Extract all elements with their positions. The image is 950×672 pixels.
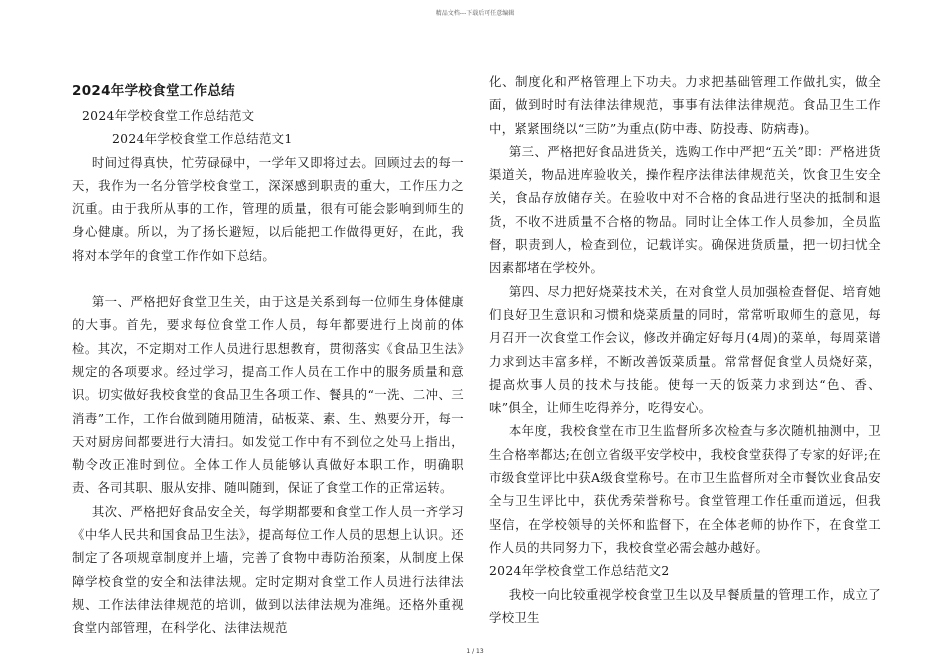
paragraph-management: 化、制度化和严格管理上下功夫。力求把基础管理工作做扎实，做全面，做到时时有法律法律规范，事事有法律法律规范。食品卫生工作中，紧紧围绕以“三防”为重点(防中毒、防投毒、防病毒)。: [489, 74, 881, 136]
page-number: 1 / 13: [466, 648, 484, 655]
subtitle-2: 2024年学校食堂工作总结范文1: [112, 131, 293, 147]
subtitle: 2024年学校食堂工作总结范文: [82, 108, 255, 123]
paragraph-hygiene: 第一、严格把好食堂卫生关，由于这是关系到每一位师生身体健康的大事。首先，要求每位食堂工作人员，每年都要进行上岗前的体检。其次，不定期对工作人员进行思想教育，贯彻落实《食品卫生法》规定的各项要求。经过学习，提高工作人员在工作中的服务质量和意识。切实做好我校食堂的食品卫生各项工作、餐具的“一洗、二冲、三消毒”工作，工作台做到随用随清，砧板菜、素、生、熟要分开，每一天对厨房间都要进行大清扫。如发觉工作中有不到位之处马上指出，勒令改正准时到位。全体工作人员能够认真做好本职工作，明确职责、各司其职、服从安排、随叫随到，保证了食堂工作的正常运转。: [72, 294, 464, 496]
right-column: [489, 70, 881, 629]
paragraph-sample-2: 我校一向比较重视学校食堂卫生以及早餐质量的管理工作，成立了学校卫生: [489, 586, 881, 625]
paragraph-intro: 时间过得真快，忙劳碌碌中，一学年又即将过去。回顾过去的每一天，我作为一名分管学校食堂工，深深感到职责的重大，工作压力之沉重。由于我所从事的工作，管理的质量，很有可能会影响到师生的身心健康。所以，为了扬长避短，以后能把工作做得更好，在此，我将对本学年的食堂工作作如下总结。: [72, 154, 464, 263]
paragraph-purchasing: 第三、严格把好食品进货关，选购工作中严把“五关”即：严格进货渠道关，物品进库验收关，操作程序法律法律规范关，饮食卫生安全关，食品存放储存关。在验收中对不合格的食品进行坚决的抵制和退货，不收不进质量不合格的物品。同时让全体工作人员参加，全员监督，职责到人，检查到位，记载详实。确保进货质量，把一切扫忧全因素都堵在学校外。: [489, 143, 881, 276]
paragraph-cooking: 第四、尽力把好烧菜技术关，在对食堂人员加强检查督促、培育她们良好卫生意识和习惯和烧菜质量的同时，常常听取师生的意见，每月召开一次食堂工作会议，修改并确定好每月(4周)的菜单，每周菜谱力求到达丰富多样，不断改善饭菜质量。常常督促食堂人员烧好菜，提高炊事人员的技术与技能。使每一天的饭菜力求到达“色、香、味”俱全，让师生吃得养分，吃得安心。: [489, 283, 881, 416]
paragraph-gap: [72, 267, 464, 290]
subtitle-sample-2: 2024年学校食堂工作总结范文2: [489, 563, 670, 579]
page-header: 精品文档---下载后可任意编辑: [435, 10, 515, 17]
paragraph-safety: 其次、严格把好食品安全关，每学期都要和食堂工作人员一齐学习《中华人民共和国食品卫生法》，提高每位工作人员的思想上认识。还制定了各项规章制度并上墙，完善了食物中毒防治预案，从制度上保障学校食堂的安全和法律法规。定时定期对食堂工作人员进行法律法规、工作法律法律规范的培训，做到以法律法规为准绳。还格外重视食堂内部管理，在科学化、法律法规范: [72, 503, 464, 636]
paragraph-achievements: 本年度，我校食堂在市卫生监督所多次检查与多次随机抽测中，卫生合格率都达;在创立省级平安学校中，我校食堂获得了专家的好评;在市级食堂评比中获A级食堂称号。在市卫生监督所对全市餐饮业食品安全与卫生评比中，获优秀荣誉称号。食堂管理工作任重而道远，但我坚信，在学校领导的关怀和监督下，在全体老师的协作下，在食堂工作人员的共同努力下，我校食堂必需会越办越好。: [489, 423, 881, 555]
left-column: [72, 80, 464, 640]
document-title: 2024年学校食堂工作总结: [72, 83, 235, 99]
